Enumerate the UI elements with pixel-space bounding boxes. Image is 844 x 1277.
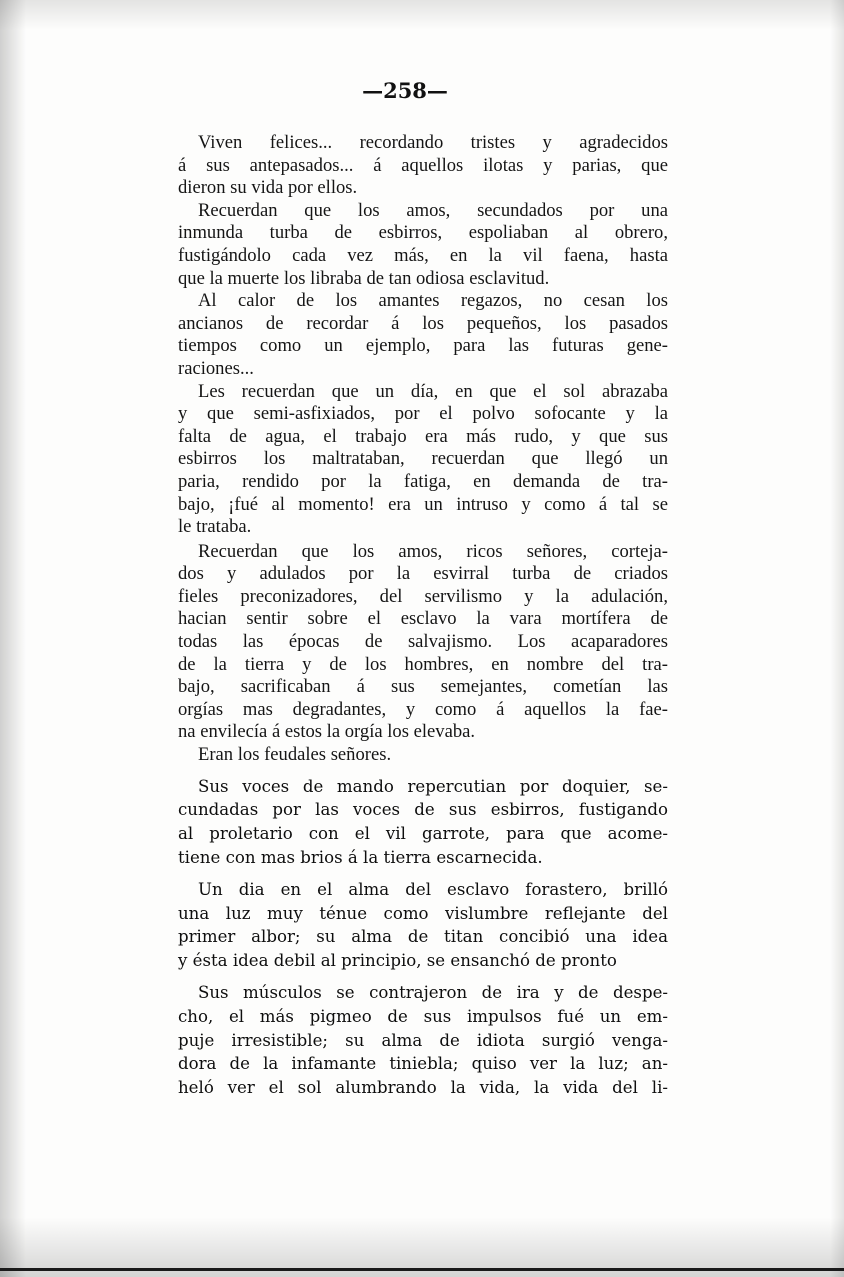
text-line: dos y adulados por la esvirral turba de criados: [178, 563, 668, 585]
text-line: puje irresistible; su alma de idiota surgió venga-: [178, 1030, 668, 1050]
darker-print-section: [178, 775, 668, 1100]
paragraph: [178, 200, 668, 290]
page-bottom-edge: [0, 1268, 844, 1271]
text-line: Un dia en el alma del esclavo forastero, brilló: [198, 879, 668, 899]
text-line: orgías mas degradantes, y como á aquellos la fae-: [178, 698, 668, 720]
text-line: todas las épocas de salvajismo. Los acaparadores: [178, 631, 668, 653]
text-line: y ésta idea debil al principio, se ensanchó de pronto: [178, 951, 617, 971]
text-line: Al calor de los amantes regazos, no cesan los: [198, 290, 668, 312]
paragraph: [178, 381, 668, 539]
text-line: bajo, ¡fué al momento! era un intruso y como á tal se: [178, 493, 668, 515]
scan-shadow-right: [830, 0, 844, 1277]
text-line: cho, el más pigmeo de sus impulsos fué un em-: [178, 1006, 668, 1026]
text-line: y que semi-asfixiados, por el polvo sofocante y la: [178, 403, 668, 425]
text-line: Recuerdan que los amos, secundados por una: [198, 199, 668, 221]
paragraph: [178, 290, 668, 380]
text-line: ancianos de recordar á los pequeños, los pasados: [178, 312, 668, 334]
text-line: al proletario con el vil garrote, para que acome-: [178, 824, 668, 844]
text-line: cundadas por las voces de sus esbirros, fustigando: [178, 800, 668, 820]
text-line: de la tierra y de los hombres, en nombre del tra-: [178, 653, 668, 675]
text-line: Recuerdan que los amos, ricos señores, corteja-: [198, 540, 668, 562]
text-line: fieles preconizadores, del servilismo y la adulación,: [178, 585, 668, 607]
text-line: bajo, sacrificaban á sus semejantes, cometían las: [178, 676, 668, 698]
text-line: paria, rendido por la fatiga, en demanda de tra-: [178, 470, 668, 492]
paragraph: [178, 878, 668, 973]
text-line: Sus músculos se contrajeron de ira y de despe-: [198, 983, 668, 1002]
text-line: fustigándolo cada vez más, en la vil faena, hasta: [178, 244, 668, 266]
text-line: tiempos como un ejemplo, para las futuras gene-: [178, 335, 668, 357]
paragraph: [178, 775, 668, 870]
text-line: que la muerte los libraba de tan odiosa esclavitud.: [178, 267, 550, 289]
page-number: —258—: [362, 78, 448, 103]
paragraph: [178, 981, 668, 1100]
text-line: heló ver el sol alumbrando la vida, la vida del li-: [178, 1078, 668, 1098]
text-line: Sus voces de mando repercutian por doquier, se-: [198, 776, 668, 796]
text-line: Viven felices... recordando tristes y agradecidos: [198, 132, 668, 153]
scan-shadow-top: [0, 0, 844, 30]
text-line: á sus antepasados... á aquellos ilotas y parias, que: [178, 154, 668, 176]
paragraph: [178, 541, 668, 744]
text-line: Les recuerdan que un día, en que el sol abrazaba: [198, 380, 668, 402]
text-line: Eran los feudales señores.: [198, 744, 392, 766]
text-line: dora de la infamante tiniebla; quiso ver la luz; an-: [178, 1054, 668, 1074]
text-line: inmunda turba de esbirros, espoliaban al obrero,: [178, 222, 668, 244]
text-line: le trataba.: [178, 516, 252, 538]
text-line: esbirros los maltrataban, recuerdan que llegó un: [178, 448, 668, 470]
text-line: una luz muy ténue como vislumbre reflejante del: [178, 903, 668, 923]
text-line: hacian sentir sobre el esclavo la vara mortífera de: [178, 608, 668, 630]
body-text: [178, 132, 668, 1100]
paragraph: [178, 744, 668, 767]
text-line: raciones...: [178, 357, 254, 379]
paragraph: [178, 132, 668, 200]
text-line: dieron su vida por ellos.: [178, 177, 358, 199]
text-line: primer albor; su alma de titan concibió una idea: [178, 927, 668, 947]
scan-shadow-left: [0, 0, 26, 1277]
text-line: na envilecía á estos la orgía los elevaba.: [178, 721, 476, 743]
text-line: tiene con mas brios á la tierra escarnecida.: [178, 848, 543, 868]
text-line: falta de agua, el trabajo era más rudo, y que sus: [178, 425, 668, 447]
